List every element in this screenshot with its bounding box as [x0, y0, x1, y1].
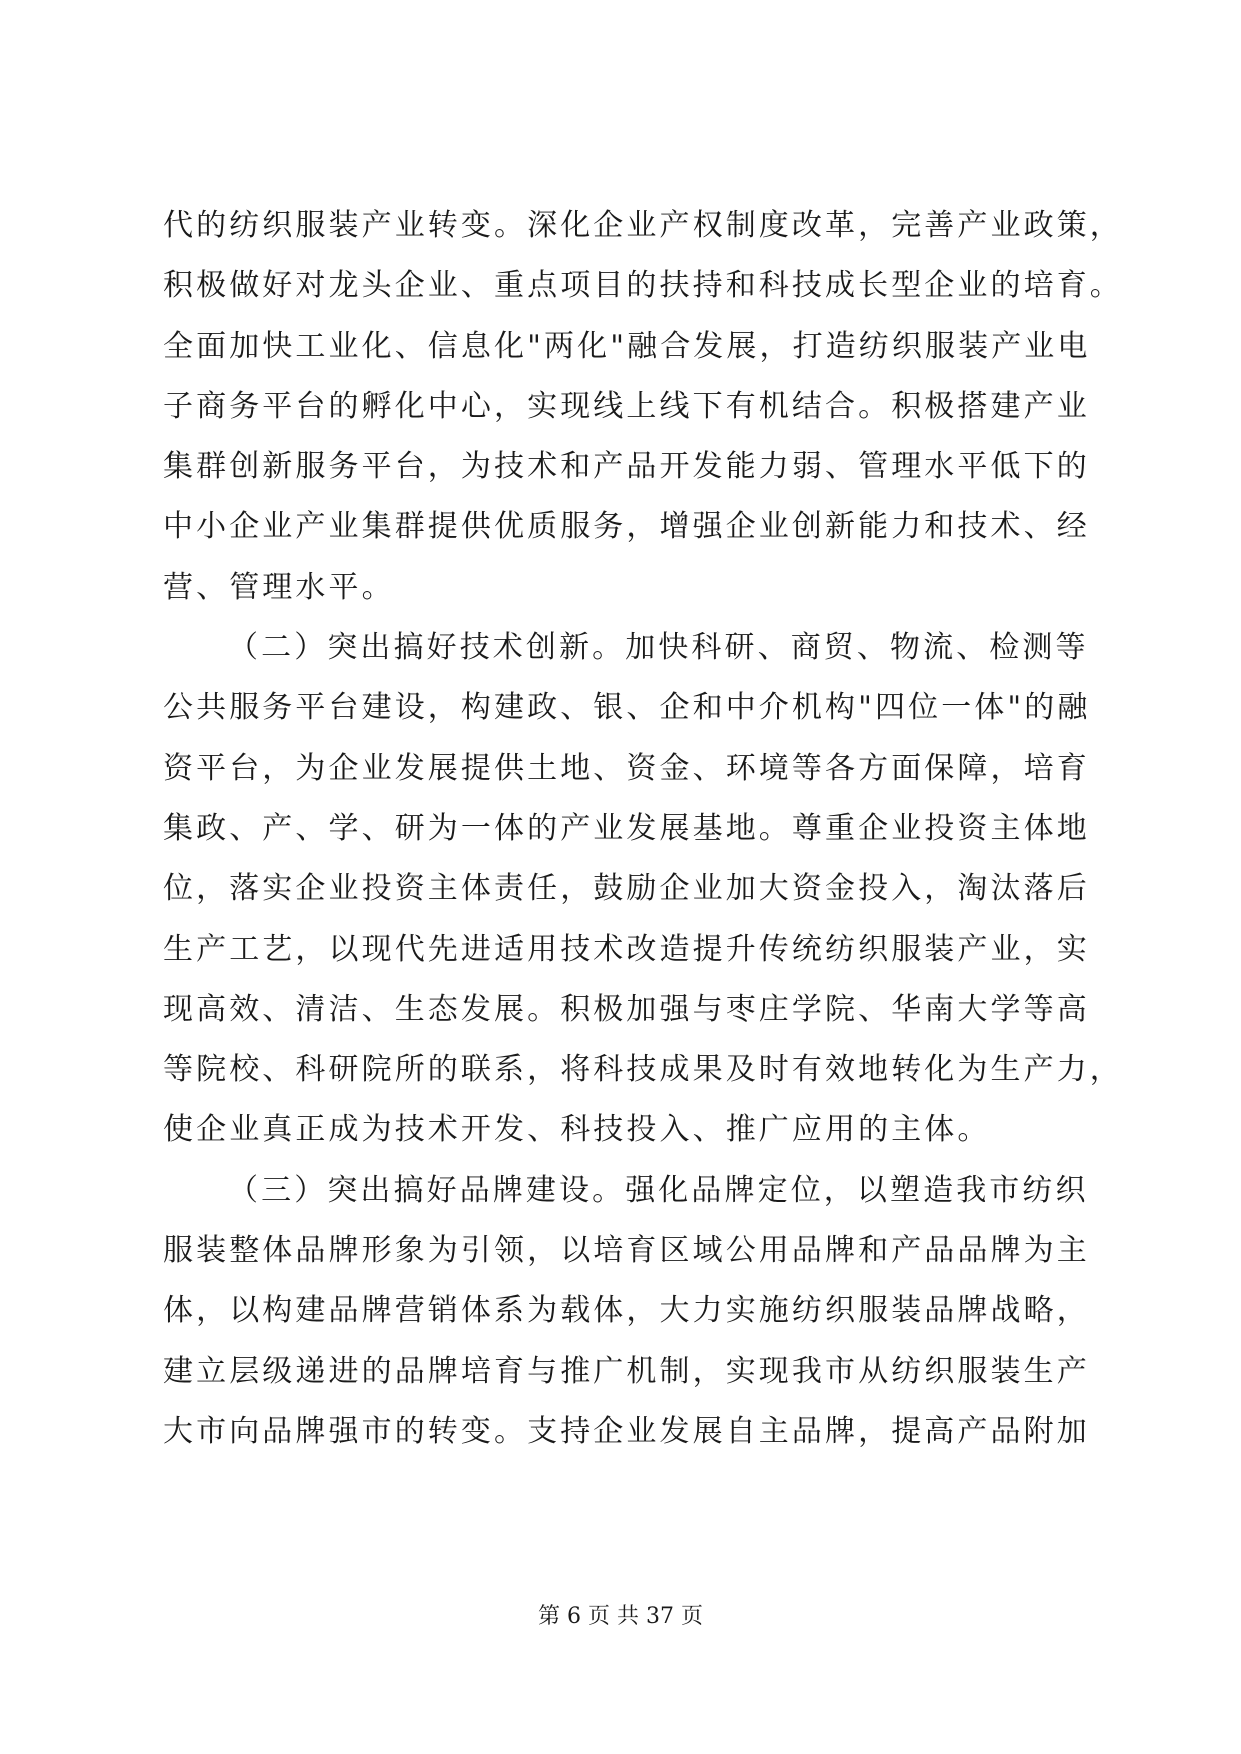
text-line: 子商务平台的孵化中心，实现线上线下有机结合。积极搭建产业 — [163, 388, 1090, 424]
text-line: 生产工艺，以现代先进适用技术改造提升传统纺织服装产业，实 — [163, 931, 1090, 967]
text-line: 建立层级递进的品牌培育与推广机制，实现我市从纺织服装生产 — [163, 1353, 1090, 1389]
text-line: 集政、产、学、研为一体的产业发展基地。尊重企业投资主体地 — [163, 810, 1090, 846]
section-heading-line: （三）突出搞好品牌建设。强化品牌定位，以塑造我市纺织 — [228, 1172, 1089, 1208]
text-line: 中小企业产业集群提供优质服务，增强企业创新能力和技术、经 — [163, 509, 1090, 545]
text-line: 服装整体品牌形象为引领，以培育区域公用品牌和产品品牌为主 — [163, 1233, 1090, 1269]
text-line: 代的纺织服装产业转变。深化企业产权制度改革，完善产业政策， — [163, 208, 1123, 243]
text-line: 集群创新服务平台，为技术和产品开发能力弱、管理水平低下的 — [163, 449, 1090, 485]
text-line: 积极做好对龙头企业、重点项目的扶持和科技成长型企业的培育。 — [163, 268, 1123, 304]
text-line: 使企业真正成为技术开发、科技投入、推广应用的主体。 — [163, 1112, 991, 1148]
text-line: 体，以构建品牌营销体系为载体，大力实施纺织服装品牌战略， — [163, 1293, 1090, 1329]
page-number-footer: 第 6 页 共 37 页 — [538, 1604, 703, 1629]
text-line: 资平台，为企业发展提供土地、资金、环境等各方面保障，培育 — [163, 750, 1090, 786]
text-line: 位，落实企业投资主体责任，鼓励企业加大资金投入，淘汰落后 — [163, 871, 1090, 907]
text-line: 营、管理水平。 — [163, 569, 395, 605]
section-heading-line: （二）突出搞好技术创新。加快科研、商贸、物流、检测等 — [228, 630, 1089, 666]
text-line: 公共服务平台建设，构建政、银、企和中介机构"四位一体"的融 — [163, 690, 1091, 726]
document-body — [163, 196, 1123, 1462]
text-line: 大市向品牌强市的转变。支持企业发展自主品牌，提高产品附加 — [163, 1413, 1090, 1449]
text-line: 现高效、清洁、生态发展。积极加强与枣庄学院、华南大学等高 — [163, 991, 1090, 1027]
text-line: 等院校、科研院所的联系，将科技成果及时有效地转化为生产力， — [163, 1052, 1123, 1088]
text-line: 全面加快工业化、信息化"两化"融合发展，打造纺织服装产业电 — [163, 328, 1091, 364]
